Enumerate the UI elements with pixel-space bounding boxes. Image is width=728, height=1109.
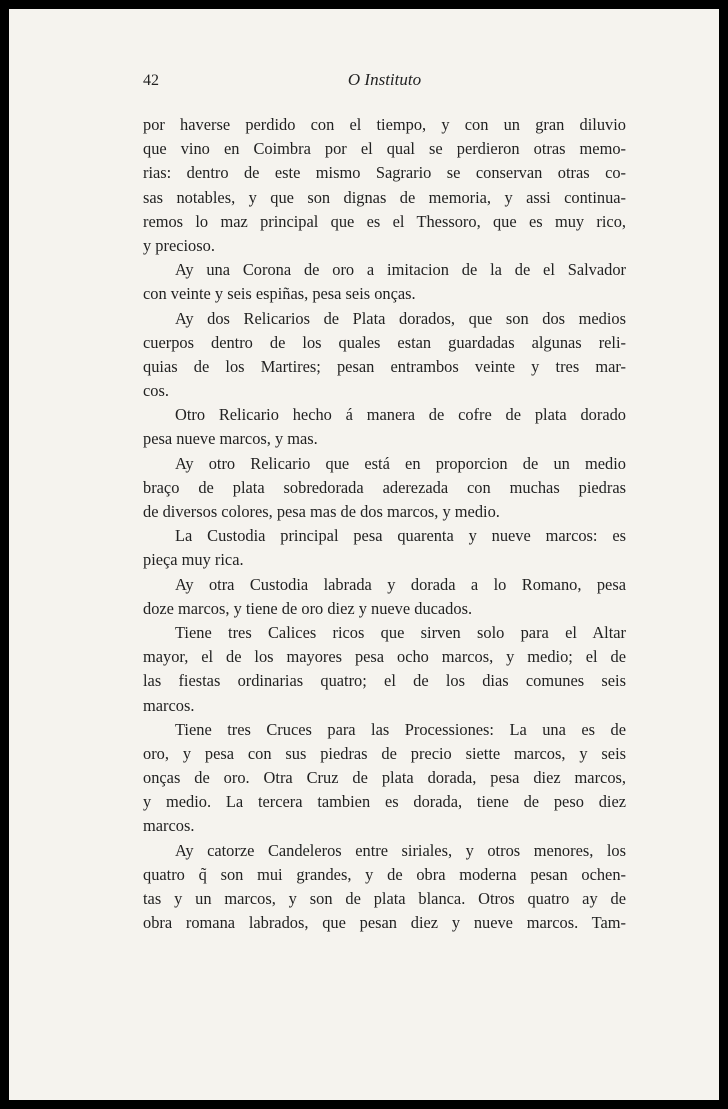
text-line: Ay catorze Candeleros entre siriales, y otros menores, los: [175, 840, 626, 860]
text-line: marcos.: [143, 816, 195, 836]
text-line: cos.: [143, 381, 169, 401]
text-line: La Custodia principal pesa quarenta y nueve marcos: es: [175, 526, 626, 546]
text-line: Ay dos Relicarios de Plata dorados, que son dos medios: [175, 308, 626, 328]
text-line: Tiene tres Cruces para las Processiones: La una es de: [175, 719, 626, 739]
text-line: onças de oro. Otra Cruz de plata dorada, pesa diez marcos,: [143, 768, 626, 788]
text-line: sas notables, y que son dignas de memoria, y assi continua-: [143, 187, 626, 207]
text-line: con veinte y seis espiñas, pesa seis onças.: [143, 284, 416, 304]
text-line: tas y un marcos, y son de plata blanca. Otros quatro ay de: [143, 889, 626, 908]
text-line: oro, y pesa con sus piedras de precio siette marcos, y seis: [143, 743, 626, 763]
text-line: que vino en Coimbra por el qual se perdieron otras memo-: [143, 139, 626, 159]
text-line: cuerpos dentro de los quales estan guardadas algunas reli-: [143, 332, 626, 352]
text-line: y medio. La tercera tambien es dorada, tiene de peso diez: [143, 792, 626, 812]
text-line: pieça muy rica.: [143, 550, 244, 570]
text-line: por haverse perdido con el tiempo, y con un gran diluvio: [143, 115, 626, 134]
text-line: pesa nueve marcos, y mas.: [143, 429, 318, 449]
page-number: 42: [143, 72, 159, 89]
text-line: quias de los Martires; pesan entrambos veinte y tres mar-: [143, 356, 626, 376]
text-line: Ay otro Relicario que está en proporcion de un medio: [175, 453, 626, 473]
text-line: rias: dentro de este mismo Sagrario se conservan otras co-: [143, 163, 626, 183]
text-line: Tiene tres Calices ricos que sirven solo para el Altar: [175, 622, 626, 642]
text-line: marcos.: [143, 695, 195, 715]
body-text: [143, 113, 626, 935]
page-header: [143, 70, 626, 94]
text-line: remos lo maz principal que es el Thessoro, que es muy rico,: [143, 211, 626, 231]
text-line: quatro q̃ son mui grandes, y de obra moderna pesan ochen-: [143, 864, 626, 884]
text-line: doze marcos, y tiene de oro diez y nueve ducados.: [143, 598, 473, 618]
text-line: obra romana labrados, que pesan diez y nueve marcos. Tam-: [143, 913, 626, 933]
text-line: Ay otra Custodia labrada y dorada a lo Romano, pesa: [175, 574, 626, 594]
text-line: las fiestas ordinarias quatro; el de los dias comunes seis: [143, 671, 626, 691]
text-line: Otro Relicario hecho á manera de cofre de plata dorado: [175, 405, 626, 425]
text-line: mayor, el de los mayores pesa ocho marcos, y medio; el de: [143, 647, 626, 667]
text-line: y precioso.: [143, 235, 215, 255]
text-line: de diversos colores, pesa mas de dos marcos, y medio.: [143, 502, 500, 521]
running-title: O Instituto: [347, 70, 422, 89]
text-line: braço de plata sobredorada aderezada con muchas piedras: [143, 477, 626, 497]
text-line: Ay una Corona de oro a imitacion de la de el Salvador: [175, 260, 626, 280]
